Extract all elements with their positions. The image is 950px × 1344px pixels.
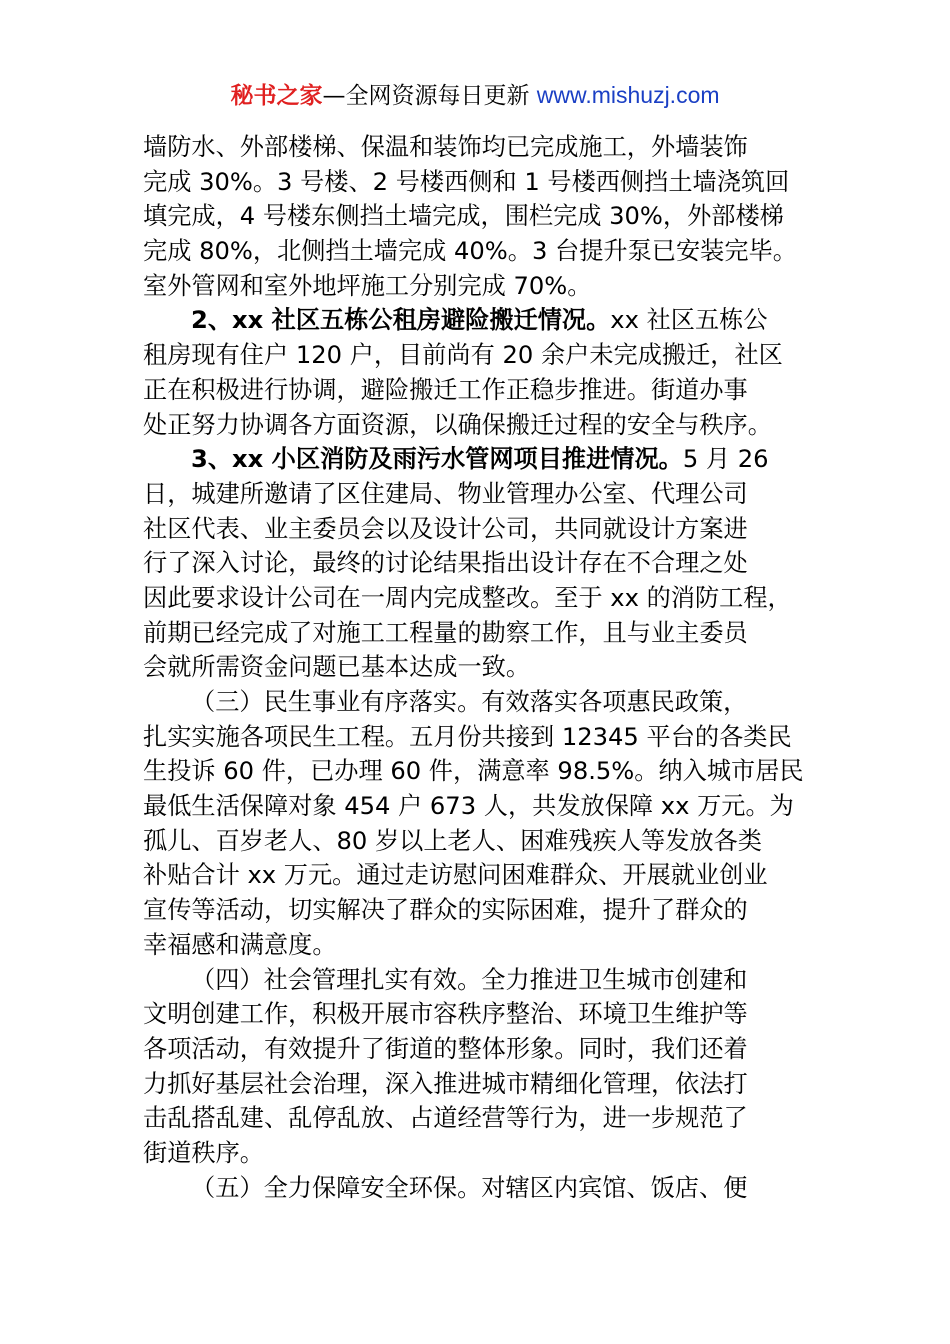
text-line xyxy=(143,720,811,755)
text-line xyxy=(143,997,811,1032)
text-line xyxy=(143,824,811,859)
paragraph xyxy=(143,130,811,303)
text-line xyxy=(143,685,811,720)
text-run: （四）社会管理扎实有效。全力推进卫生城市创建和 xyxy=(191,965,748,994)
paragraph xyxy=(143,442,811,685)
text-line xyxy=(143,789,811,824)
text-run: 前期已经完成了对施工工程量的勘察工作，且与业主委员 xyxy=(143,618,748,647)
text-line xyxy=(143,581,811,616)
text-run: 行了深入讨论，最终的讨论结果指出设计存在不合理之处 xyxy=(143,549,748,578)
text-run: 正在积极进行协调，避险搬迁工作正稳步推进。街道办事 xyxy=(143,375,748,404)
text-run: 社区代表、业主委员会以及设计公司，共同就设计方案进 xyxy=(143,514,748,543)
text-line xyxy=(143,269,811,304)
text-run: 处正努力协调各方面资源，以确保搬迁过程的安全与秩序。 xyxy=(143,410,772,439)
website-link[interactable]: www.mishuzj.com xyxy=(536,82,720,108)
text-line xyxy=(143,477,811,512)
paragraph xyxy=(143,685,811,963)
text-run: 租房现有住户 120 户，目前尚有 20 余户未完成搬迁，社区 xyxy=(143,341,783,370)
text-run: 生投诉 60 件，已办理 60 件，满意率 98.5%。纳入城市居民 xyxy=(143,757,804,786)
text-line xyxy=(143,928,811,963)
text-run: 完成 30%。3 号楼、2 号楼西侧和 1 号楼西侧挡土墙浇筑回 xyxy=(143,167,790,196)
text-run: 文明创建工作，积极开展市容秩序整治、环境卫生维护等 xyxy=(143,1000,748,1029)
text-run: xx 社区五栋公 xyxy=(610,306,768,335)
text-run: （五）全力保障安全环保。对辖区内宾馆、饭店、便 xyxy=(191,1173,748,1202)
text-line xyxy=(143,199,811,234)
text-run: 因此要求设计公司在一周内完成整改。至于 xx 的消防工程， xyxy=(143,583,792,612)
text-line xyxy=(143,616,811,651)
text-run: 街道秩序。 xyxy=(143,1138,264,1167)
paragraph xyxy=(143,303,811,442)
paragraph xyxy=(143,1171,811,1206)
text-run: 会就所需资金问题已基本达成一致。 xyxy=(143,653,531,682)
text-line xyxy=(143,963,811,998)
text-run: 各项活动，有效提升了街道的整体形象。同时，我们还着 xyxy=(143,1034,748,1063)
text-run: 最低生活保障对象 454 户 673 人，共发放保障 xx 万元。为 xyxy=(143,792,794,821)
text-line xyxy=(143,1136,811,1171)
text-line xyxy=(143,165,811,200)
text-run: 填完成，4 号楼东侧挡土墙完成，围栏完成 30%，外部楼梯 xyxy=(143,202,784,231)
text-line xyxy=(143,893,811,928)
text-line xyxy=(143,1067,811,1102)
text-run: （三）民生事业有序落实。有效落实各项惠民政策， xyxy=(191,688,748,716)
text-run: 宣传等活动，切实解决了群众的实际困难，提升了群众的 xyxy=(143,896,748,925)
text-line xyxy=(143,1032,811,1067)
text-run: 完成 80%，北侧挡土墙完成 40%。3 台提升泵已安装完毕。 xyxy=(143,237,797,266)
paragraph xyxy=(143,963,811,1171)
document-body xyxy=(143,130,811,1205)
text-line xyxy=(143,546,811,581)
text-line xyxy=(143,1171,811,1206)
header-slogan: —全网资源每日更新 xyxy=(322,83,537,109)
text-run: 击乱搭乱建、乱停乱放、占道经营等行为，进一步规范了 xyxy=(143,1104,748,1133)
text-run: 5 月 26 xyxy=(682,445,769,474)
section-heading: 2、xx 社区五栋公租房避险搬迁情况。 xyxy=(191,306,611,335)
text-run: 墙防水、外部楼梯、保温和装饰均已完成施工，外墙装饰 xyxy=(143,133,748,161)
text-run: 室外管网和室外地坪施工分别完成 70%。 xyxy=(143,271,592,300)
text-run: 孤儿、百岁老人、80 岁以上老人、困难残疾人等发放各类 xyxy=(143,826,762,855)
text-line xyxy=(143,130,811,165)
text-line xyxy=(143,408,811,443)
text-line xyxy=(143,754,811,789)
text-line xyxy=(143,858,811,893)
text-line xyxy=(143,338,811,373)
section-heading: 3、xx 小区消防及雨污水管网项目推进情况。 xyxy=(191,445,683,474)
text-line xyxy=(143,1101,811,1136)
text-run: 力抓好基层社会治理，深入推进城市精细化管理，依法打 xyxy=(143,1069,748,1098)
text-line xyxy=(143,234,811,269)
text-line xyxy=(143,373,811,408)
text-run: 幸福感和满意度。 xyxy=(143,930,337,959)
document-header xyxy=(0,78,950,113)
text-run: 日，城建所邀请了区住建局、物业管理办公室、代理公司 xyxy=(143,479,748,508)
text-line xyxy=(143,442,811,477)
brand-name: 秘书之家 xyxy=(230,83,323,109)
text-line xyxy=(143,303,811,338)
text-run: 补贴合计 xx 万元。通过走访慰问困难群众、开展就业创业 xyxy=(143,861,768,890)
text-run: 扎实实施各项民生工程。五月份共接到 12345 平台的各类民 xyxy=(143,722,792,751)
text-line xyxy=(143,650,811,685)
text-line xyxy=(143,512,811,547)
